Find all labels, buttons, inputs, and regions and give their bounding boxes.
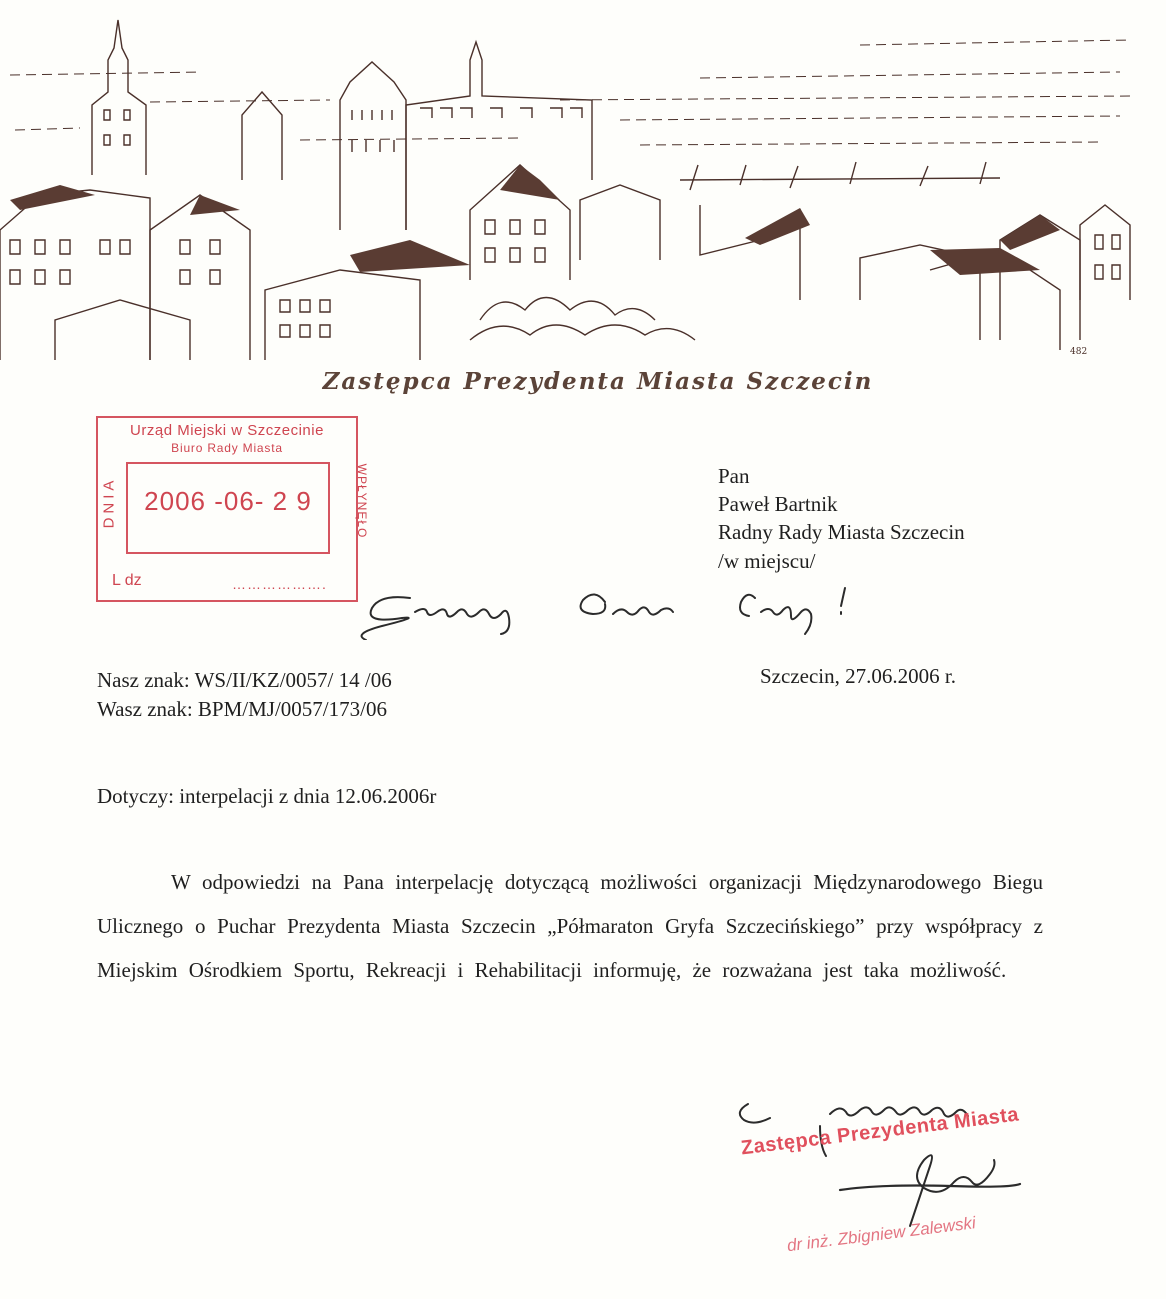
svg-text:482: 482 <box>1070 347 1088 357</box>
letter-body: W odpowiedzi na Pana interpelację dotyczącą możliwości organizacji Międzynarodowego Biegu Ulicznego o Puchar Prezydenta Miasta Szczecin „Półmaraton Gryfa Szczecińskiego” przy współpracy z Miejskim Ośrodkiem Sportu, Rekreacji i Rehabilitacji informuję, że rozważana jest taka możliwość. <box>97 870 1043 982</box>
recipient-title: Radny Rady Miasta Szczecin <box>718 520 965 544</box>
recipient-name: Paweł Bartnik <box>718 492 838 516</box>
stamp-office: Urząd Miejski w Szczecinie <box>130 422 324 439</box>
signature-stamp-name: dr inż. Zbigniew Zalewski <box>785 1213 977 1256</box>
stamp-date: 2006 -06- 2 9 <box>144 486 312 516</box>
stamp-side-right: WPŁYNĘŁO <box>355 463 369 539</box>
our-reference: Nasz znak: WS/II/KZ/0057/ 14 /06 <box>97 668 392 692</box>
received-stamp <box>96 416 369 602</box>
your-reference: Wasz znak: BPM/MJ/0057/173/06 <box>97 697 387 721</box>
stamp-department: Biuro Rady Miasta <box>171 441 283 455</box>
signature-stamp-title: Zastępca Prezydenta Miasta <box>739 1103 1021 1160</box>
stamp-ldz-label: L dz <box>112 572 142 589</box>
handwritten-greeting <box>355 580 875 640</box>
stamp-ldz-dots: ………………. <box>232 576 327 592</box>
recipient-line-1: Pan <box>718 464 750 488</box>
subject-line: Dotyczy: interpelacji z dnia 12.06.2006r <box>97 784 437 808</box>
recipient-location: /w miejscu/ <box>718 549 816 573</box>
letterhead-title: Zastępca Prezydenta Miasta Szczecin <box>322 368 874 395</box>
city-skyline-illustration <box>0 0 1166 365</box>
place-and-date: Szczecin, 27.06.2006 r. <box>760 664 956 688</box>
stamp-side-left: DNIA <box>100 476 118 529</box>
